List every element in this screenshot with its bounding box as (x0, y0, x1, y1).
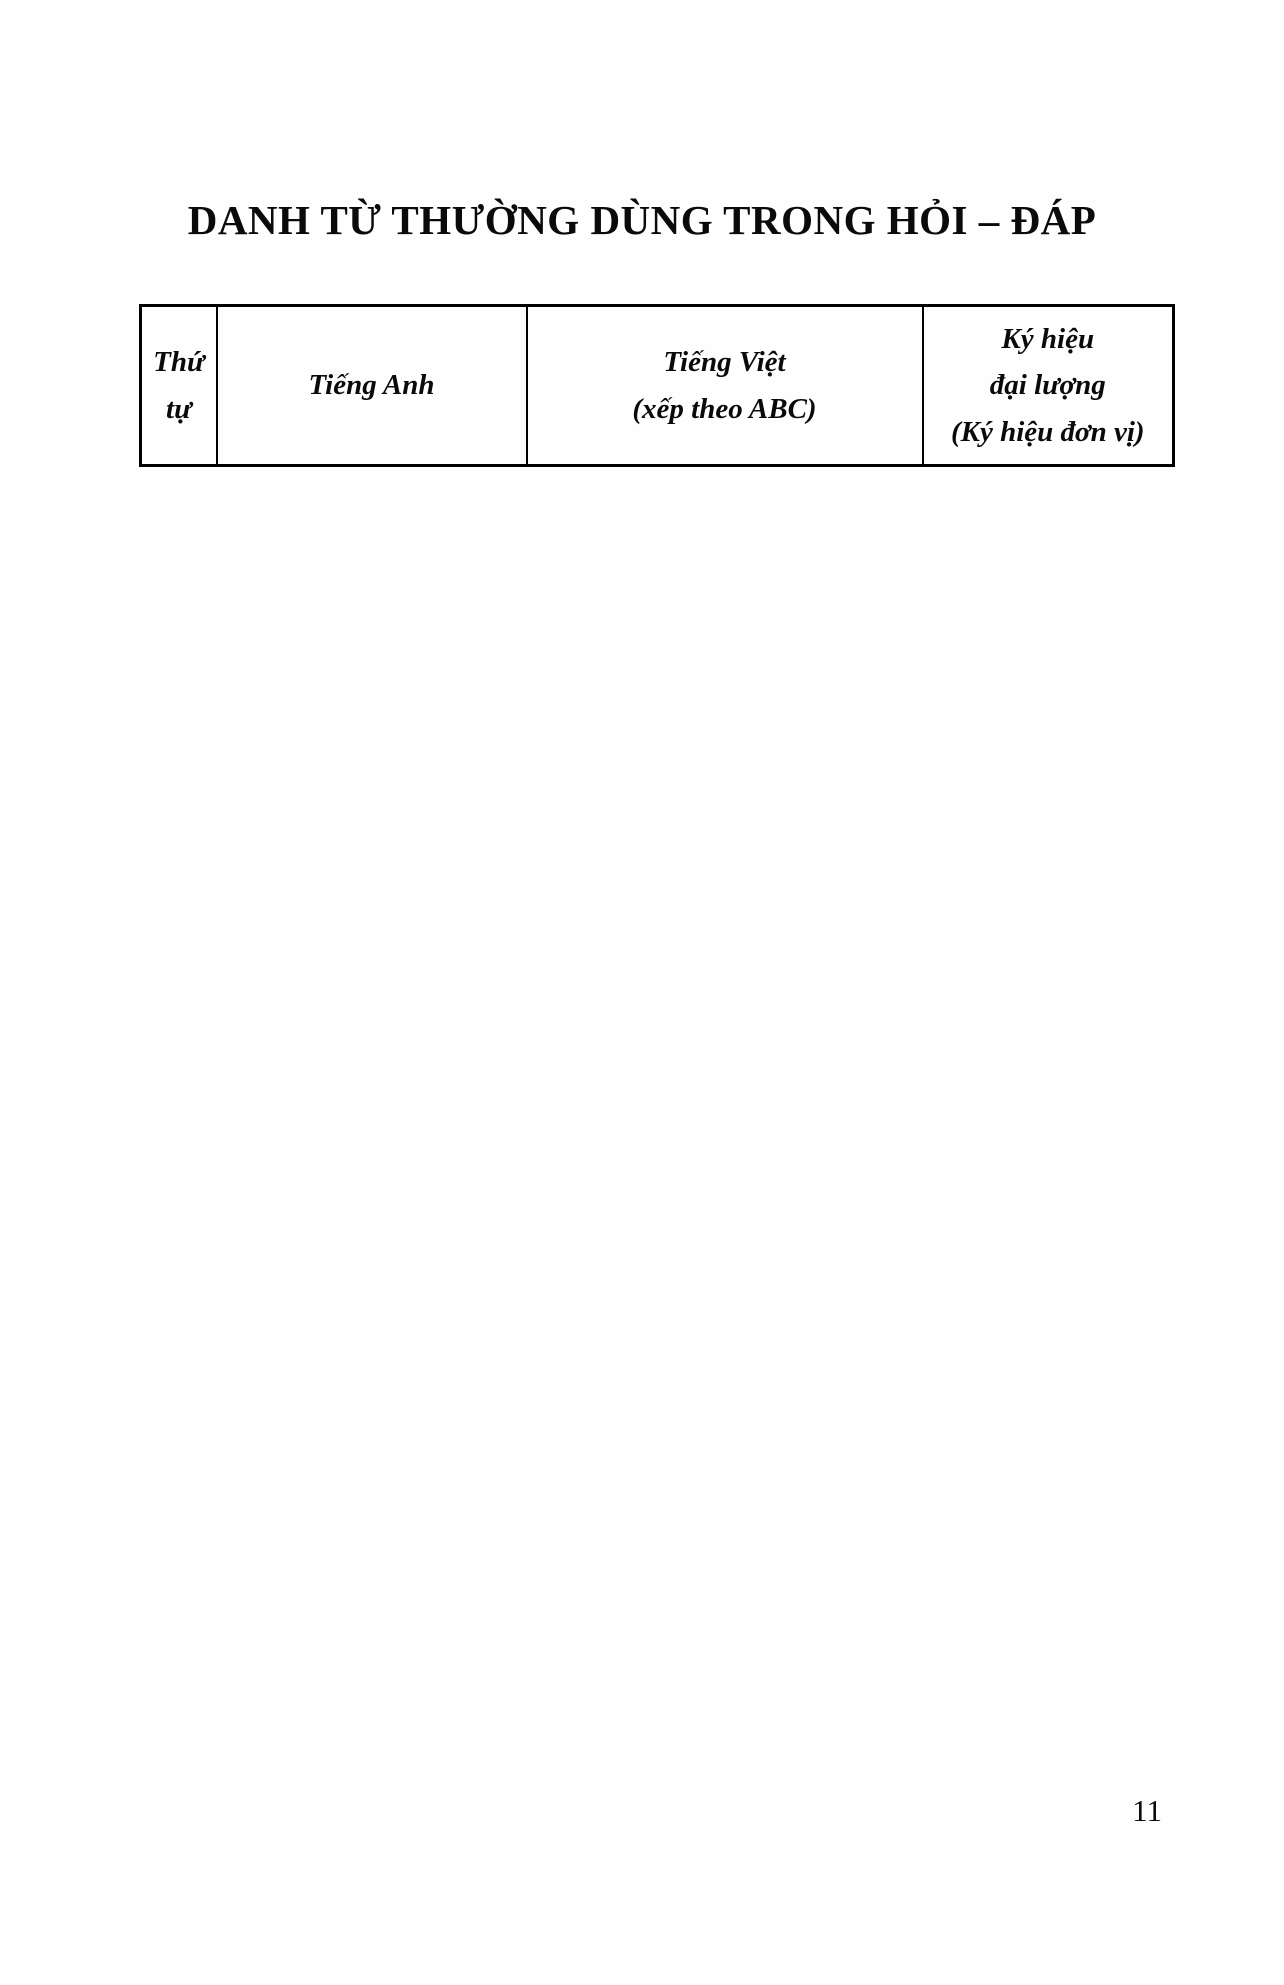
page-title: DANH TỪ THƯỜNG DÙNG TRONG HỎI – ĐÁP (187, 197, 1097, 243)
table-header (141, 306, 1174, 466)
header-line: Tiếng Việt (663, 346, 786, 379)
header-row (141, 306, 1174, 466)
header-ky-hieu (923, 306, 1174, 466)
header-line: (xếp theo ABC) (632, 392, 817, 425)
header-line: đại lượng (989, 369, 1106, 402)
header-line: (Ký hiệu đơn vị) (950, 415, 1145, 448)
terms-table (139, 304, 1175, 467)
page-number: 11 (1132, 1793, 1162, 1828)
header-thu-tu: Thứ tự (141, 306, 217, 466)
header-tieng-anh: Tiếng Anh (217, 306, 527, 466)
header-tieng-viet (527, 306, 923, 466)
header-line: Ký hiệu (1001, 322, 1095, 355)
